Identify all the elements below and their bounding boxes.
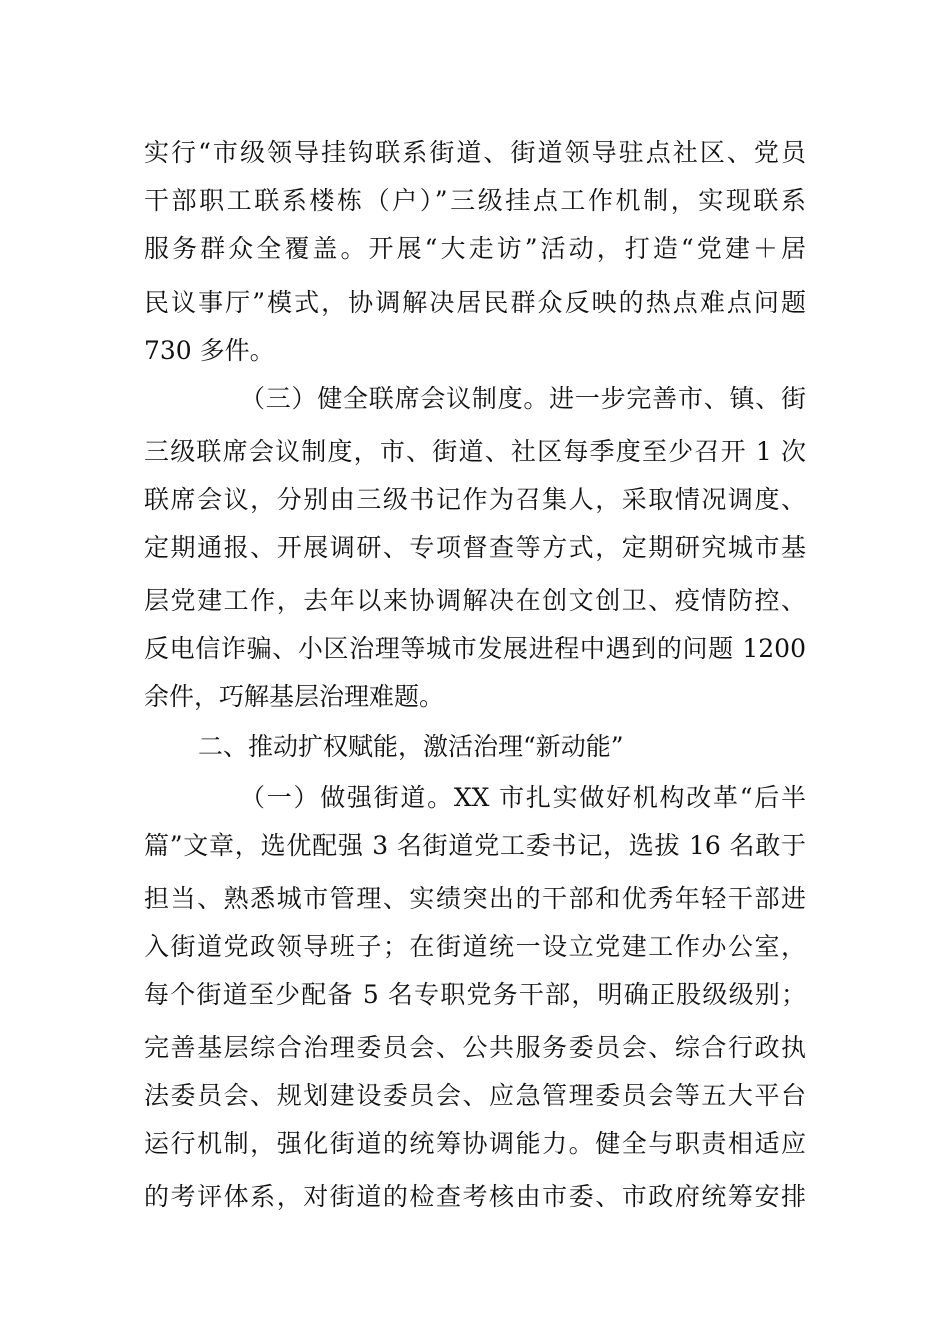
- text-line: 层党建工作，去年以来协调解决在创文创卫、疫情防控、: [144, 586, 806, 615]
- text-line: 的考评体系，对街道的检查考核由市委、市政府统筹安排: [144, 1182, 806, 1211]
- text-line: 余件，巧解基层治理难题。: [144, 682, 445, 711]
- text-line: （一）做强街道。XX 市扎实做好机构改革“后半: [240, 783, 806, 812]
- text-line: 民议事厅”模式，协调解决居民群众反映的热点难点问题: [144, 288, 806, 317]
- text-line: （三）健全联席会议制度。进一步完善市、镇、街: [240, 384, 806, 413]
- text-line: 完善基层综合治理委员会、公共服务委员会、综合行政执: [144, 1033, 806, 1062]
- text-line: 三级联席会议制度，市、街道、社区每季度至少召开 1 次: [144, 437, 806, 466]
- text-line: 入街道党政领导班子；在街道统一设立党建工作办公室，: [144, 932, 806, 961]
- text-line: 干部职工联系楼栋（户）”三级挂点工作机制，实现联系: [144, 186, 806, 215]
- text-line: 法委员会、规划建设委员会、应急管理委员会等五大平台: [144, 1081, 806, 1110]
- text-line: 篇”文章，选优配强 3 名街道党工委书记，选拔 16 名敢于: [144, 831, 806, 860]
- text-line: 运行机制，强化街道的统筹协调能力。健全与职责相适应: [144, 1129, 806, 1158]
- text-line: 定期通报、开展调研、专项督查等方式，定期研究城市基: [144, 533, 806, 562]
- section-heading: 二、推动扩权赋能，激活治理“新动能”: [198, 732, 624, 761]
- text-line: 反电信诈骗、小区治理等城市发展进程中遇到的问题 1200: [144, 634, 806, 663]
- text-line: 服务群众全覆盖。开展“大走访”活动，打造“党建＋居: [144, 234, 806, 263]
- text-line: 担当、熟悉城市管理、实绩突出的干部和优秀年轻干部进: [144, 884, 806, 913]
- text-line: 实行“市级领导挂钩联系街道、街道领导驻点社区、党员: [144, 138, 806, 167]
- text-line: 联席会议，分别由三级书记作为召集人，采取情况调度、: [144, 485, 806, 514]
- text-line: 730 多件。: [144, 336, 275, 365]
- text-line: 每个街道至少配备 5 名专职党务干部，明确正股级级别；: [144, 980, 806, 1009]
